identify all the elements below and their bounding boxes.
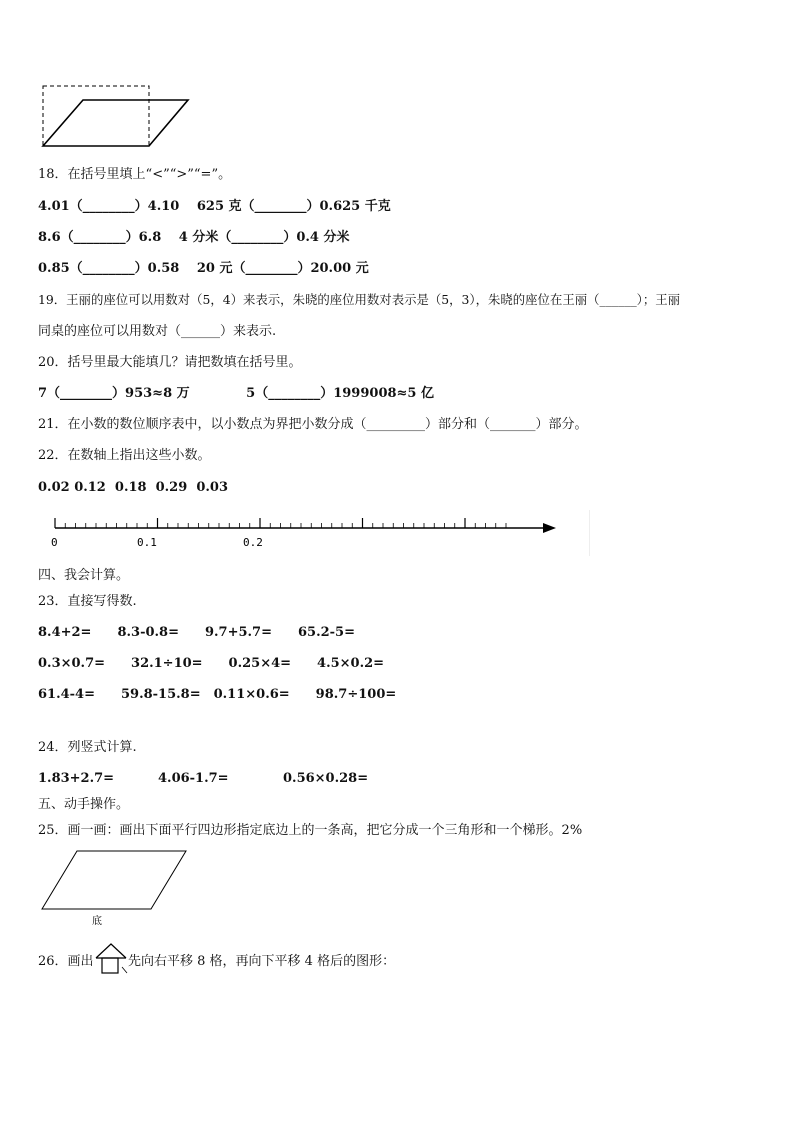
q26-suffix: 先向右平移 8 格，再向下平移 4 格后的图形： bbox=[128, 954, 396, 969]
number-line bbox=[40, 508, 590, 558]
q23-row-1: 8.4+2= 8.3-0.8= 9.7+5.7= 65.2-5= bbox=[38, 625, 355, 640]
q18-row-2: 8.6（________）6.8 4 分米（________）0.4 分米 bbox=[38, 230, 350, 245]
q25-parallelogram bbox=[38, 846, 193, 928]
q19-line-2: 同桌的座位可以用数对（______）来表示. bbox=[38, 324, 277, 339]
axis-label-0-2: 0.2 bbox=[243, 536, 263, 549]
q24-item-1: 1.83+2.7= bbox=[38, 771, 115, 786]
section-5-title: 五、动手操作。 bbox=[38, 797, 130, 812]
q26-prefix: 26．画出 bbox=[38, 954, 94, 969]
q24-title: 24．列竖式计算. bbox=[38, 740, 137, 755]
q24-item-3: 0.56×0.28= bbox=[283, 771, 369, 786]
q20-title: 20．括号里最大能填几？请把数填在括号里。 bbox=[38, 355, 302, 370]
q23-title: 23．直接写得数. bbox=[38, 594, 137, 609]
q22-title: 22．在数轴上指出这些小数。 bbox=[38, 448, 211, 463]
q18-row-3: 0.85（________）0.58 20 元（________）20.00 元 bbox=[38, 261, 369, 276]
q18-row-1: 4.01（________）4.10 625 克（________）0.625 千克 bbox=[38, 199, 391, 214]
q25-line: 25．画一画：画出下面平行四边形指定底边上的一条高，把它分成一个三角形和一个梯形。2% bbox=[38, 823, 583, 838]
number-line-ticks bbox=[55, 518, 506, 528]
q19-line-1: 19．王丽的座位可以用数对（5，4）来表示，朱晓的座位用数对表示是（5，3），朱晓的座位在王丽（______）；王丽 bbox=[38, 292, 681, 307]
base-label: 底 bbox=[92, 916, 102, 927]
q22-numbers: 0.02 0.12 0.18 0.29 0.03 bbox=[38, 480, 228, 495]
q18-title: 18．在括号里填上“<”“>”“=”。 bbox=[38, 167, 232, 182]
q21-line: 21．在小数的数位顺序表中，以小数点为界把小数分成（_________）部分和（_______）部分。 bbox=[38, 417, 588, 432]
house-shape-icon bbox=[94, 941, 130, 977]
q23-row-3: 61.4-4= 59.8-15.8= 0.11×0.6= 98.7÷100= bbox=[38, 687, 397, 702]
axis-label-0: 0 bbox=[51, 536, 58, 549]
top-parallelogram-figure bbox=[38, 80, 198, 152]
section-4-title: 四、我会计算。 bbox=[38, 568, 130, 583]
number-line-arrow bbox=[543, 523, 556, 533]
axis-label-0-1: 0.1 bbox=[137, 536, 157, 549]
q24-item-2: 4.06-1.7= bbox=[158, 771, 229, 786]
q23-row-2: 0.3×0.7= 32.1÷10= 0.25×4= 4.5×0.2= bbox=[38, 656, 385, 671]
q20-row: 7（________）953≈8 万 5（________）1999008≈5 亿 bbox=[38, 386, 434, 401]
